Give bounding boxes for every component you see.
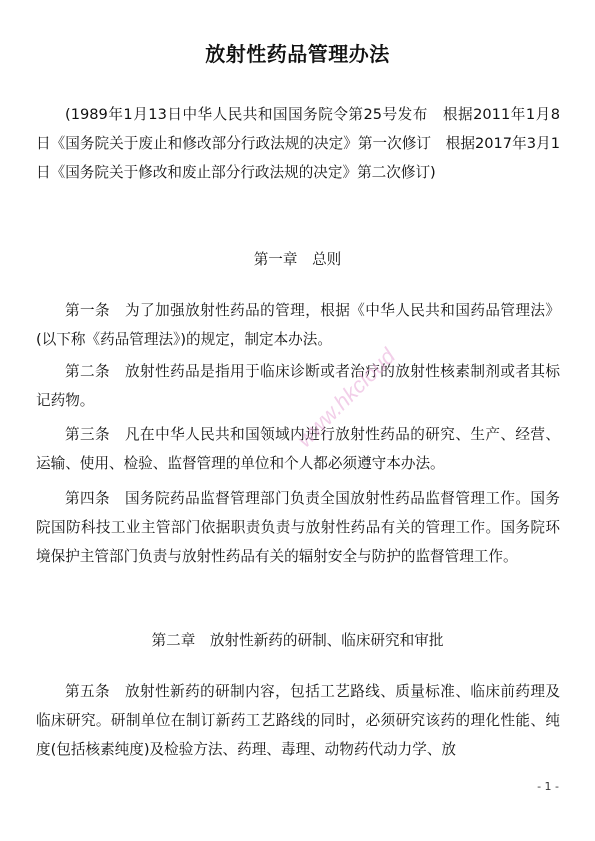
- article-1: 第一条 为了加强放射性药品的管理，根据《中华人民共和国药品管理法》(以下称《药品管理法》)的规定，制定本办法。: [36, 302, 560, 348]
- chapter-2-heading: 第二章 放射性新药的研制、临床研究和审批: [151, 632, 444, 649]
- chapter-1-heading: 第一章 总则: [253, 251, 342, 268]
- document-title: 放射性药品管理办法: [205, 42, 390, 66]
- article-4: 第四条 国务院药品监督管理部门负责全国放射性药品监督管理工作。国务院国防科技工业主管部门依据职责负责与放射性药品有关的管理工作。国务院环境保护主管部门负责与放射性药品有关的辐射安全与防护的监督管理工作。: [36, 490, 560, 565]
- watermark: www.hkcloud: [291, 343, 401, 452]
- preface-paragraph: (1989年1月13日中华人民共和国国务院令第25号发布 根据2011年1月8日《国务院关于废止和修改部分行政法规的决定》第一次修订 根据2017年3月1日《国务院关于修改和废止部分行政法规的决定》第二次修订): [36, 106, 560, 181]
- article-3: 第三条 凡在中华人民共和国领域内进行放射性药品的研究、生产、经营、运输、使用、检验、监督管理的单位和个人都必须遵守本办法。: [36, 426, 560, 472]
- article-5: 第五条 放射性新药的研制内容，包括工艺路线、质量标准、临床前药理及临床研究。研制单位在制订新药工艺路线的同时，必须研究该药的理化性能、纯度(包括核素纯度)及检验方法、药理、毒理、动物药代动力学、放: [36, 683, 560, 758]
- page-number: - 1 -: [537, 780, 559, 793]
- article-2: 第二条 放射性药品是指用于临床诊断或者治疗的放射性核素制剂或者其标记药物。: [36, 363, 560, 409]
